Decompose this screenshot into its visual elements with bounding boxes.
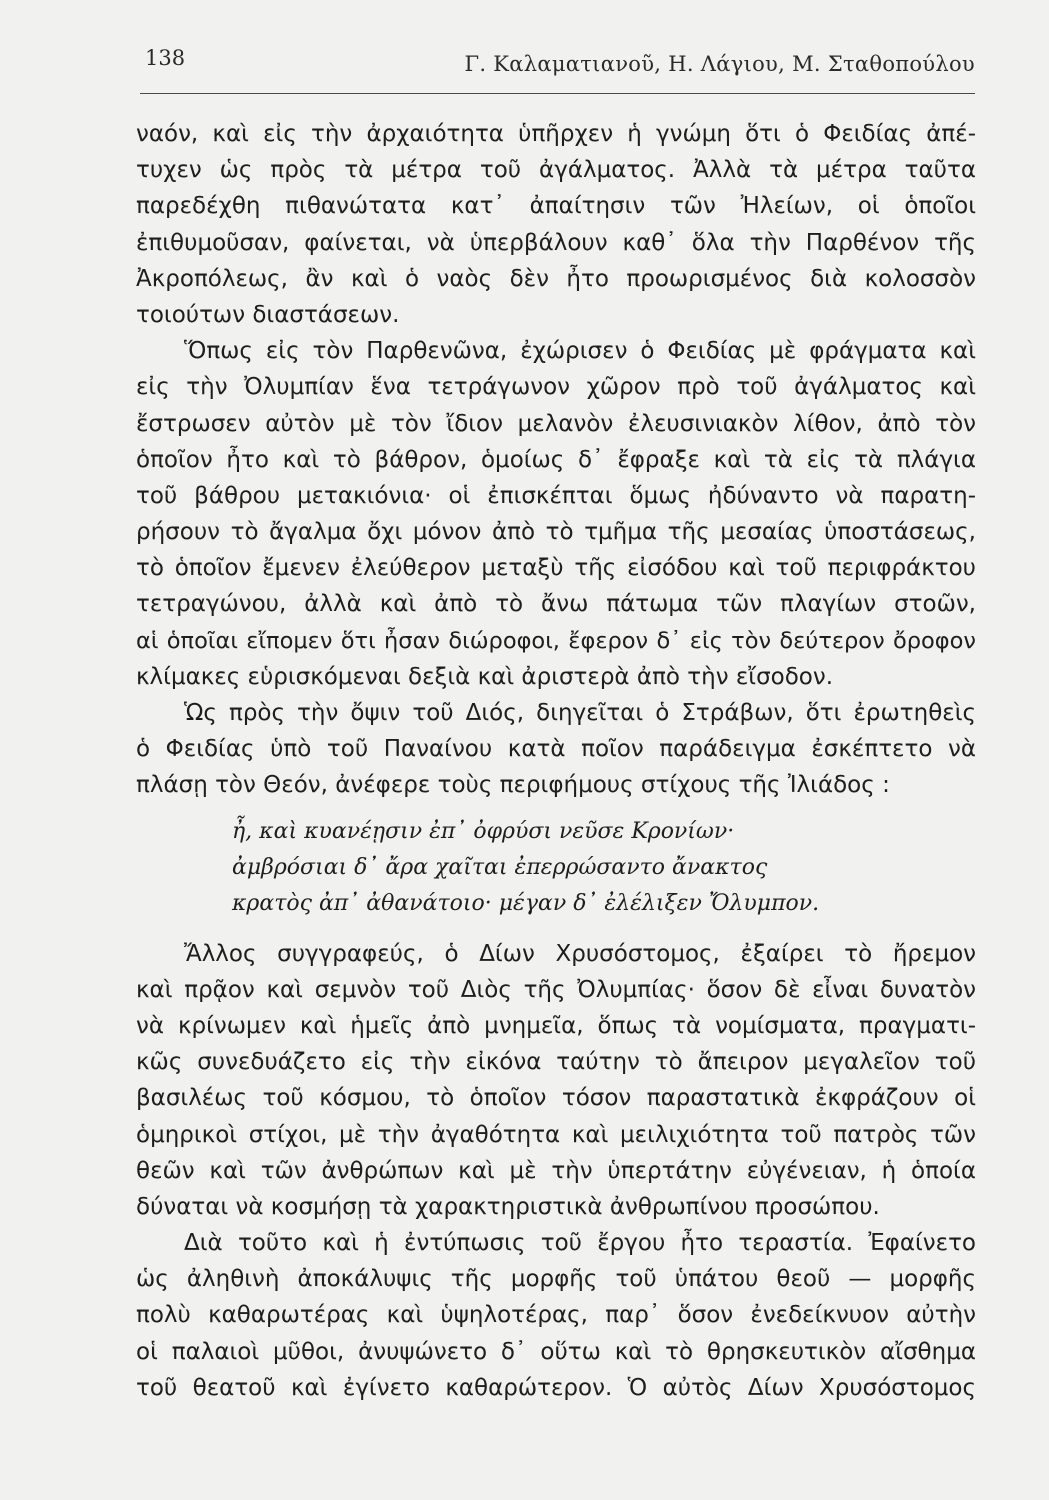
- text-line: τοῦ θεατοῦ καὶ ἐγίνετο καθαρώτερον. Ὁ αὐτὸς Δίων Χρυσόστομος: [136, 1374, 976, 1401]
- text-line: ὁποῖον ἦτο καὶ τὸ βάθρον, ὁμοίως δ᾽ ἔφραξε καὶ τὰ εἰς τὰ πλάγια: [136, 446, 976, 473]
- paragraph-start: Ὡς πρὸς τὴν ὄψιν τοῦ Διός, διηγεῖται ὁ Στράβων, ὅτι ἐρωτηθεὶς: [184, 700, 976, 726]
- text-line: αἱ ὁποῖαι εἴπομεν ὅτι ἦσαν διώροφοι, ἔφερον δ᾽ εἰς τὸν δεύτερον ὄροφον: [136, 627, 976, 654]
- text-line: ναόν, καὶ εἰς τὴν ἀρχαιότητα ὑπῆρχεν ἡ γνώμη ὅτι ὁ Φειδίας ἀπέ-: [136, 121, 976, 147]
- text-line: τοῦ βάθρου μετακιόνια· οἱ ἐπισκέπται ὅμως ἠδύναντο νὰ παρατη-: [136, 482, 976, 509]
- text-line: Ἀκροπόλεως, ἂν καὶ ὁ ναὸς δὲν ἦτο προωρισμένος διὰ κολοσσὸν: [136, 265, 976, 292]
- text-line: τετραγώνου, ἀλλὰ καὶ ἀπὸ τὸ ἄνω πάτωμα τῶν πλαγίων στοῶν,: [136, 591, 976, 618]
- verse-line: ἀμβρόσιαι δ᾽ ἄρα χαῖται ἐπερρώσαντο ἄνακτος: [232, 854, 768, 880]
- text-line: ρήσουν τὸ ἄγαλμα ὄχι μόνον ἀπὸ τὸ τμῆμα τῆς μεσαίας ὑποστάσεως,: [136, 519, 976, 546]
- text-line: τὸ ὁποῖον ἔμενεν ἐλεύθερον μεταξὺ τῆς εἰσόδου καὶ τοῦ περιφράκτου: [136, 555, 976, 582]
- text-line: ἔστρωσεν αὐτὸν μὲ τὸν ἴδιον μελανὸν ἐλευσινιακὸν λίθον, ἀπὸ τὸν: [136, 410, 976, 437]
- text-line: ἐπιθυμοῦσαν, φαίνεται, νὰ ὑπερβάλουν καθ᾽ ὅλα τὴν Παρθένον τῆς: [136, 229, 976, 256]
- verse-line: ἦ, καὶ κυανέῃσιν ἐπ᾽ ὀφρύσι νεῦσε Κρονίων·: [232, 818, 735, 844]
- text-line: κλίμακες εὑρισκόμεναι δεξιὰ καὶ ἀριστερὰ ἀπὸ τὴν εἴσοδον.: [136, 663, 834, 690]
- text-line: βασιλέως τοῦ κόσμου, τὸ ὁποῖον τόσον παραστατικὰ ἐκφράζουν οἱ: [136, 1085, 976, 1112]
- paragraph-start: Ἄλλος συγγραφεύς, ὁ Δίων Χρυσόστομος, ἐξαίρει τὸ ἤρεμον: [184, 940, 976, 967]
- text-line: δύναται νὰ κοσμήσῃ τὰ χαρακτηριστικὰ ἀνθρωπίνου προσώπου.: [136, 1193, 880, 1220]
- text-line: κῶς συνεδυάζετο εἰς τὴν εἰκόνα ταύτην τὸ ἄπειρον μεγαλεῖον τοῦ: [136, 1049, 976, 1076]
- text-line: εἰς τὴν Ὀλυμπίαν ἕνα τετράγωνον χῶρον πρὸ τοῦ ἀγάλματος καὶ: [136, 374, 976, 401]
- text-line: καὶ πρᾷον καὶ σεμνὸν τοῦ Διὸς τῆς Ὀλυμπίας· ὅσον δὲ εἶναι δυνατὸν: [136, 976, 976, 1003]
- text-line: πλάσῃ τὸν Θεόν, ἀνέφερε τοὺς περιφήμους στίχους τῆς Ἰλιάδος :: [136, 772, 890, 799]
- header-rule: [140, 93, 975, 94]
- text-line: παρεδέχθη πιθανώτατα κατ᾽ ἀπαίτησιν τῶν Ἠλείων, οἱ ὁποῖοι: [136, 193, 976, 220]
- page-number: 138: [145, 46, 186, 70]
- text-line: ὁ Φειδίας ὑπὸ τοῦ Παναίνου κατὰ ποῖον παράδειγμα ἐσκέπτετο νὰ: [136, 736, 976, 763]
- text-line: ὁμηρικοὶ στίχοι, μὲ τὴν ἀγαθότητα καὶ μειλιχιότητα τοῦ πατρὸς τῶν: [136, 1121, 976, 1148]
- text-line: τοιούτων διαστάσεων.: [136, 301, 400, 328]
- text-line: νὰ κρίνωμεν καὶ ἡμεῖς ἀπὸ μνημεῖα, ὅπως τὰ νομίσματα, πραγματι-: [136, 1012, 976, 1039]
- body-text: [136, 116, 976, 1406]
- paragraph-start: Διὰ τοῦτο καὶ ἡ ἐντύπωσις τοῦ ἔργου ἦτο τεραστία. Ἐφαίνετο: [184, 1230, 976, 1257]
- text-line: πολὺ καθαρωτέρας καὶ ὑψηλοτέρας, παρ᾽ ὅσον ἐνεδείκνυον αὐτὴν: [136, 1302, 976, 1329]
- running-head-authors: Γ. Καλαματιανοῦ, Η. Λάγιου, Μ. Σταθοπούλου: [464, 52, 975, 76]
- text-line: θεῶν καὶ τῶν ἀνθρώπων καὶ μὲ τὴν ὑπερτάτην εὐγένειαν, ἡ ὁποία: [136, 1157, 976, 1184]
- text-line: οἱ παλαιοὶ μῦθοι, ἀνυψώνετο δ᾽ οὕτω καὶ τὸ θρησκευτικὸν αἴσθημα: [136, 1338, 976, 1365]
- text-line: τυχεν ὡς πρὸς τὰ μέτρα τοῦ ἀγάλματος. Ἀλλὰ τὰ μέτρα ταῦτα: [136, 157, 976, 184]
- paragraph-start: Ὅπως εἰς τὸν Παρθενῶνα, ἐχώρισεν ὁ Φειδίας μὲ φράγματα καὶ: [184, 338, 976, 365]
- verse-line: κρατὸς ἀπ᾽ ἀθανάτοιο· μέγαν δ᾽ ἐλέλιξεν Ὄλυμπον.: [232, 890, 820, 916]
- text-line: ὡς ἀληθινὴ ἀποκάλυψις τῆς μορφῆς τοῦ ὑπάτου θεοῦ — μορφῆς: [136, 1266, 976, 1293]
